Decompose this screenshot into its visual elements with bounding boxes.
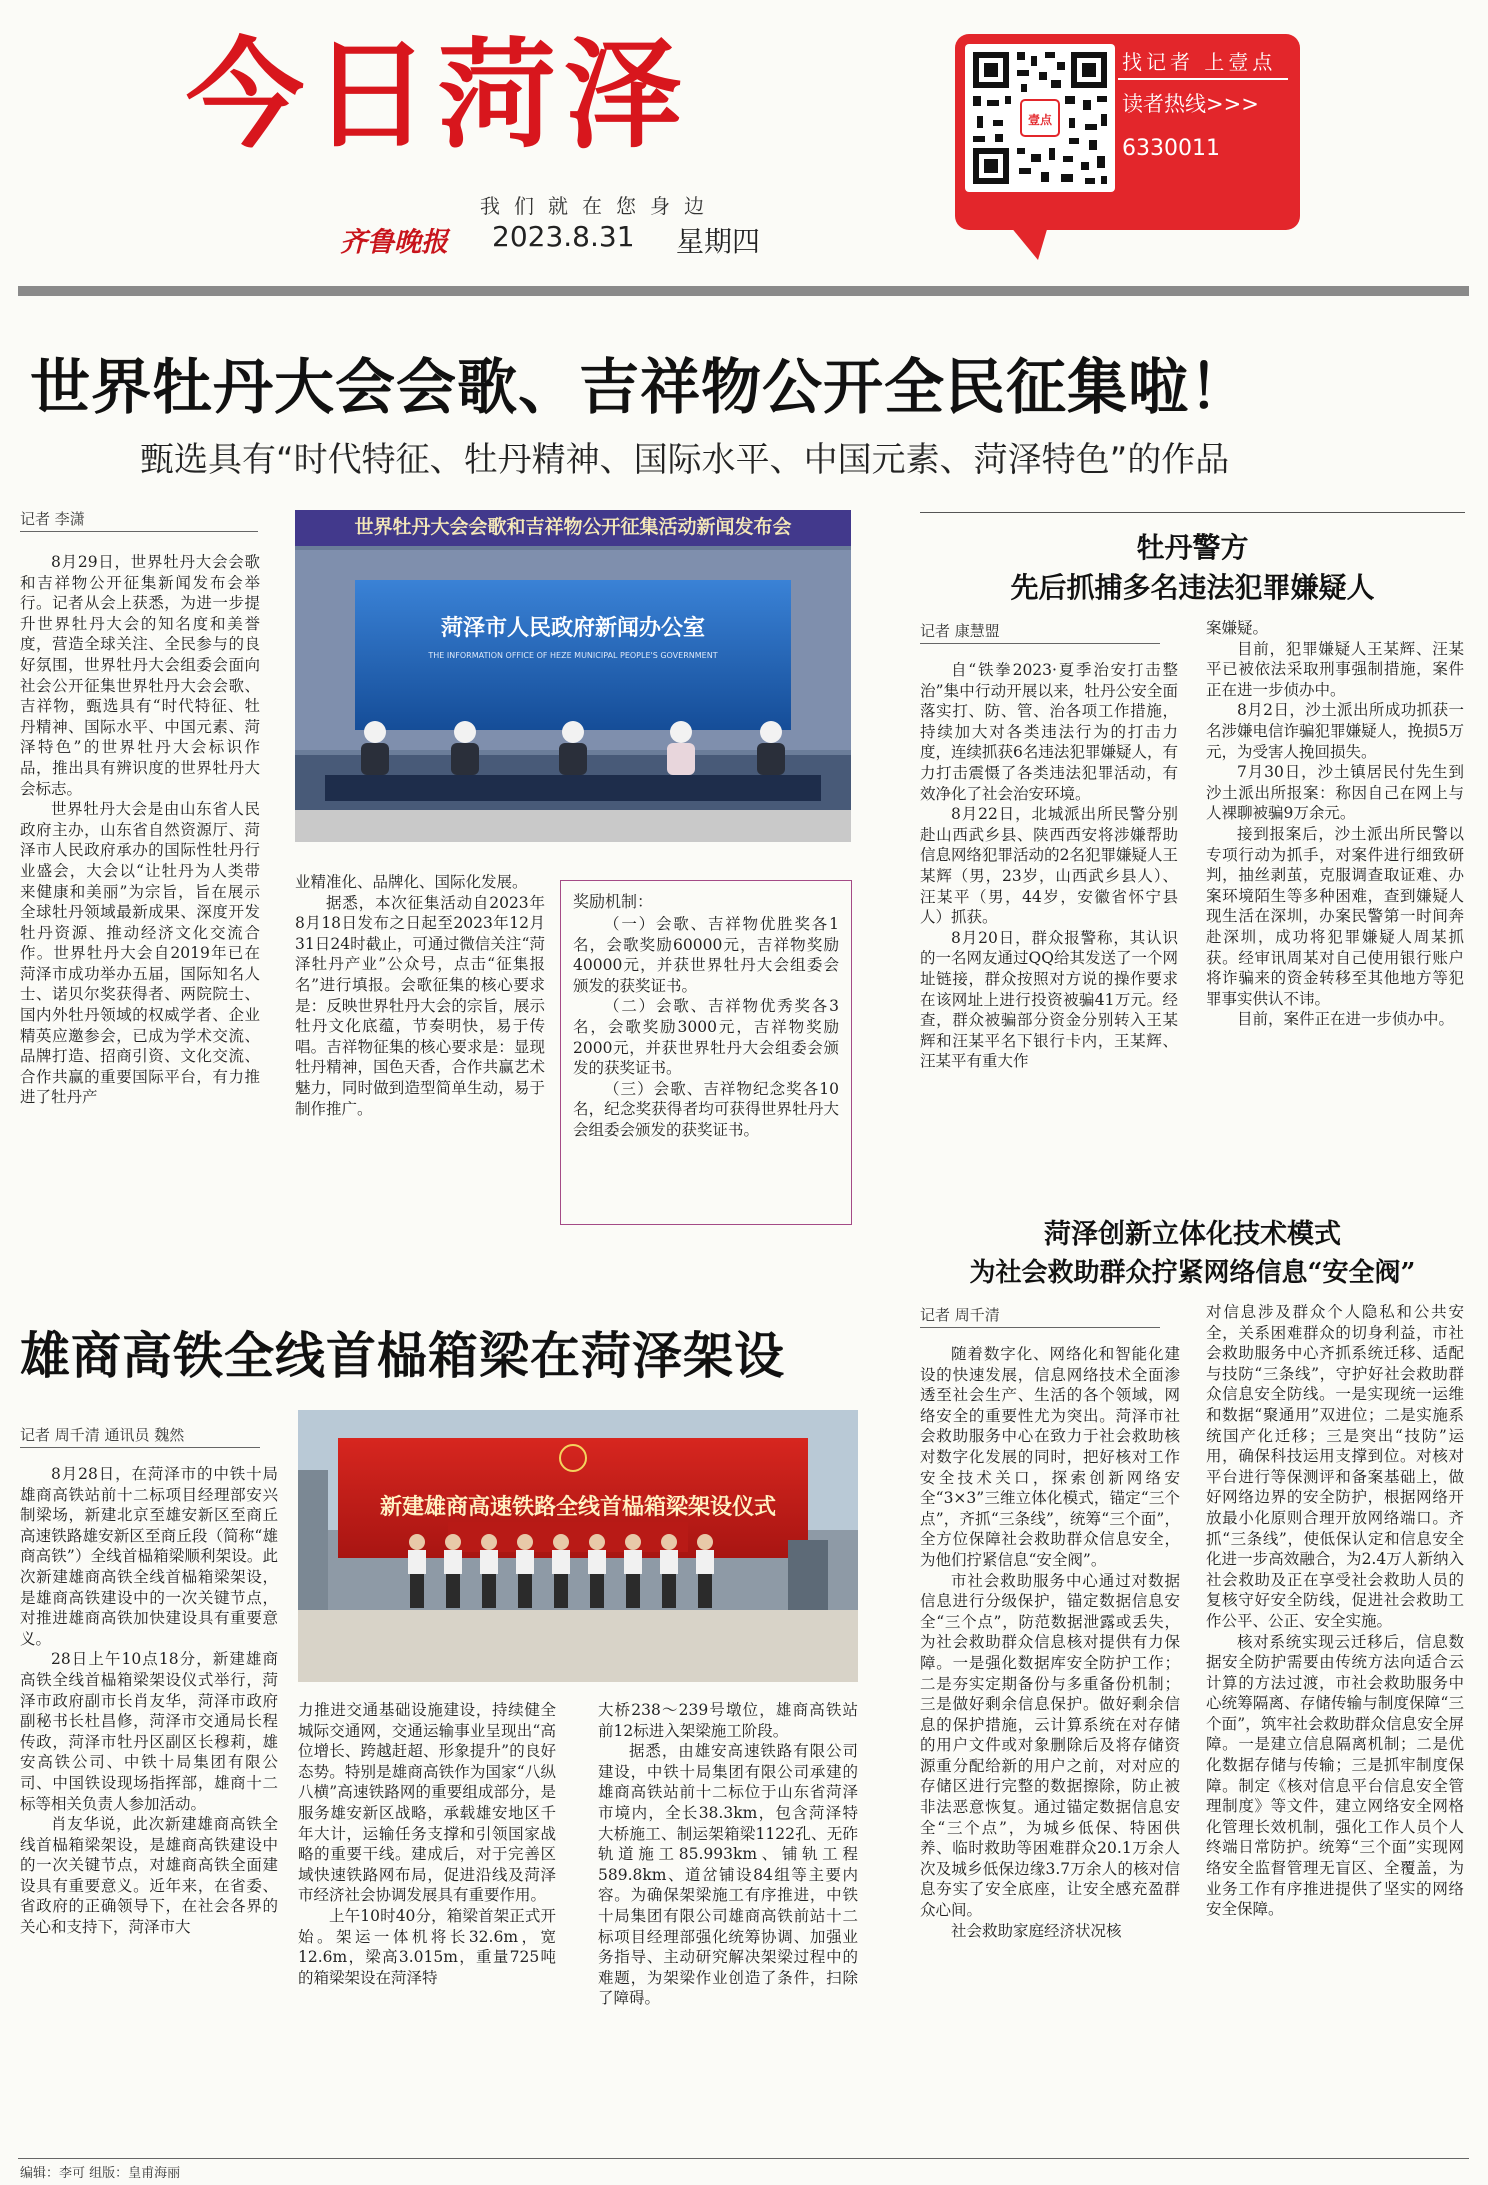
award-mechanism-box [560,880,852,1225]
paper-name-logo: 齐鲁晚报 [340,227,448,258]
lead-paragraph: 世界牡丹大会是由山东省人民政府主办，山东省自然资源厅、菏泽市人民政府承办的国际性牡丹行业盛会，大会以“让牡丹为人类带来健康和美丽”为宗旨，旨在展示全球牡丹领域最新成果、深度开发牡丹资源、推动经济文化交流合作。世界牡丹大会自2019年已在菏泽市成功举办五届，国际知名人士、诺贝尔奖获得者、两院院士、国内外牡丹领域的权威学者、企业精英应邀参会，已成为学术交流、品牌打造、招商引资、文化交流、合作共赢的重要国际平台，有力推进了牡丹产 [20,800,260,1107]
photo-banner: 世界牡丹大会会歌和吉祥物公开征集活动新闻发布会 [295,510,851,546]
footer-divider [18,2158,1469,2159]
police-top-rule [920,512,1465,513]
qr-badge: 壹点 [1027,113,1053,127]
rail-paragraph: 28日上午10点18分，新建雄商高铁全线首榀箱梁架设仪式举行，菏泽市政府副市长肖友华，菏泽市政府副秘书长杜昌修，菏泽市交通局长程传政，菏泽市牡丹区副区长穆莉，雄安高铁公司、中铁十局集团有限公司、中国铁设现场指挥部，雄商十二标等相关负责人参加活动。 [20,1650,278,1813]
rail-paragraph: 大桥238～239号墩位，雄商高铁站前12标进入架梁施工阶段。 [598,1701,858,1740]
promo-divider [1118,78,1288,80]
police-title-1: 牡丹警方 [1136,531,1249,564]
lead-paragraph: 业精准化、品牌化、国际化发展。 [295,873,528,891]
police-paragraph: 7月30日，沙土镇居民付先生到沙土派出所报案：称因自己在网上与人裸聊被骗9万余元。 [1206,763,1464,823]
network-paragraph: 核对系统实现云迁移后，信息数据安全防护需要由传统方法向适合云计算的方法过渡，市社会救助服务中心统筹隔离、存储传输与制度保障“三个面”，筑牢社会救助群众信息安全屏障。一是建立信息隔离机制；二是优化数据存储与传输；三是抓牢制度保障。制定《核对信息平台信息安全管理制度》等文件，建立网络安全网格化管理长效机制，强化工作人员个人终端日常防护。统筹“三个面”实现网络安全监督管理无盲区、全覆盖，为业务工作有序推进提供了坚实的网络安全保障。 [1206,1632,1464,1919]
police-paragraph: 接到报案后，沙土派出所民警以专项行动为抓手，对案件进行细致研判，抽丝剥茧，克服调查取证难、办案环境陌生等多种困难，查到嫌疑人现生活在深圳，办案民警第一时间奔赴深圳，成功将犯罪嫌疑人周某抓获。经审讯周某对自己使用银行账户将诈骗来的资金转移至其他地方等犯罪事实供认不讳。 [1206,824,1464,1008]
lead-subhead: 甄选具有“时代特征、牡丹精神、国际水平、中国元素、菏泽特色”的作品 [140,440,1230,480]
lead-byline: 记者 李潇 [20,508,258,532]
speech-bubble-tail [1010,226,1048,260]
lead-column-2 [295,872,545,1240]
rail-ceremony-photo [298,1410,858,1682]
lead-column-1 [20,552,260,1240]
qr-code-icon[interactable] [965,44,1115,192]
lead-paragraph: 8月29日，世界牡丹大会会歌和吉祥物公开征集新闻发布会举行。记者从会上获悉，为进一步提升世界牡丹大会的知名度和美誉度，营造全球关注、全民参与的良好氛围，世界牡丹大会组委会面向社会公开征集世界牡丹大会会歌、吉祥物，甄选具有“时代特征、牡丹精神、国际水平、中国元素、菏泽特色”的世界牡丹大会标识作品，推出具有辨识度的世界牡丹大会标志。 [20,553,260,798]
rail-photo-banner: 新建雄商高速铁路全线首榀箱梁架设仪式 [379,1494,776,1520]
press-conference-photo [295,510,851,842]
police-paragraph: 8月2日，沙土派出所成功抓获一名涉嫌电信诈骗犯罪嫌疑人，挽损5万元，为受害人挽回损失。 [1206,701,1464,761]
rail-column-2 [298,1700,556,2145]
photo-sign-cn: 菏泽市人民政府新闻办公室 [440,616,706,641]
rail-paragraph: 肖友华说，此次新建雄商高铁全线首榀箱梁架设，是雄商高铁建设中的一次关键节点，对雄商高铁全面建设具有重要意义。近年来，在省委、省政府的正确领导下，在社会各界的关心和支持下，菏泽市大 [20,1815,278,1937]
police-paragraph: 目前，案件正在进一步侦办中。 [1237,1010,1455,1029]
police-title-2: 先后抓捕多名违法犯罪嫌疑人 [1010,571,1375,604]
rail-paragraph: 上午10时40分，箱梁首架正式开始。架运一体机将长32.6m，宽12.6m，梁高3.015m，重量725吨的箱梁架设在菏泽特 [298,1906,556,1987]
police-column-2 [1206,618,1464,1215]
masthead-divider [18,286,1469,296]
rail-paragraph: 8月28日，在菏泽市的中铁十局雄商高铁站前十二标项目经理部安兴制梁场，新建北京至雄安新区至商丘高速铁路雄安新区至商丘段（简称“雄商高铁”）全线首榀箱梁顺利架设。此次新建雄商高铁全线首榀箱梁架设，是雄商高铁建设中的一次关键节点，对推进雄商高铁加快建设具有重要意义。 [20,1465,278,1648]
police-paragraph: 目前，犯罪嫌疑人王某辉、汪某平已被依法采取刑事强制措施，案件正在进一步侦办中。 [1206,639,1464,699]
police-byline: 记者 康慧盟 [920,620,1160,644]
rail-headline: 雄商高铁全线首榀箱梁在菏泽架设 [20,1326,785,1385]
masthead-slogan: 我们就在您身边 [480,194,718,218]
promo-hotline-number[interactable]: 6330011 [1122,136,1220,161]
police-paragraph: 8月20日，群众报警称，其认识的一名网友通过QQ给其发送了一个网址链接，群众按照对方说的操作要求在该网址上进行投资被骗41万元。经查，群众被骗部分资金分别转入王某辉和汪某平名下银行卡内，王某辉、汪某平有重大作 [920,928,1178,1071]
rail-column-3 [598,1700,858,2145]
police-paragraph: 8月22日，北城派出所民警分别赴山西武乡县、陕西西安将涉嫌帮助信息网络犯罪活动的2名犯罪嫌疑人王某辉（男，23岁，山西武乡县人）、汪某平（男，44岁，安徽省怀宁县人）抓获。 [920,805,1178,927]
photo-sign-en: THE INFORMATION OFFICE OF HEZE MUNICIPAL PEOPLE'S GOVERNMENT [428,651,718,660]
network-paragraph: 市社会救助服务中心通过对数据信息进行分级保护，锚定数据信息安全“三个点”，防范数据泄露或丢失，为社会救助群众信息核对提供有力保障。一是强化数据库安全防护工作；二是夯实定期备份与多重备份机制；三是做好剩余信息保护。做好剩余信息的保护措施，云计算系统在对存储的用户文件或对象删除后及将存储资源重分配给新的用户之前，对对应的存储区进行完整的数据擦除，防止被非法恶意恢复。通过锚定数据信息安全“三个点”，为城乡低保、特困供养、临时救助等困难群众20.1万余人次及城乡低保边缘3.7万余人的核对信息夯实了安全底座，让安全感充盈群众心间。 [920,1571,1180,1920]
masthead-title: 今日菏泽 [186,25,691,164]
lead-headline: 世界牡丹大会会歌、吉祥物公开全民征集啦！ [30,353,1250,423]
rail-byline: 记者 周千清 通讯员 魏然 [20,1424,260,1448]
police-column-1 [920,660,1178,1215]
award-item: （二）会歌、吉祥物优秀奖各3名，会歌奖励3000元，吉祥物奖励2000元，并获世界牡丹大会组委会颁发的获奖证书。 [573,997,839,1078]
lead-paragraph: 据悉，本次征集活动自2023年8月18日发布之日起至2023年12月31日24时截止，可通过微信关注“菏泽牡丹产业”公众号，点击“征集报名”进行填报。会歌征集的核心要求是：反映世界牡丹大会的宗旨，展示牡丹文化底蕴，节奏明快，易于传唱。吉祥物征集的核心要求是：显现牡丹精神，国色天香，合作共赢艺术魅力，同时做到造型简单生动，易于制作推广。 [295,893,545,1118]
issue-weekday: 星期四 [676,225,761,258]
rail-column-1 [20,1464,278,2149]
promo-hotline-label: 读者热线>>> [1122,92,1259,116]
rail-paragraph: 力推进交通基础设施建设，持续健全城际交通网，交通运输事业呈现出“高位增长、跨越赶超、形象提升”的良好态势。特别是雄商高铁作为国家“八纵八横”高速铁路网的重要组成部分，是服务雄安新区战略，承载雄安地区千年大计，运输任务支撑和引领国家战略的重要干线。建成后，对于完善区域快速铁路网布局，促进沿线及菏泽市经济社会协调发展具有重要作用。 [298,1701,556,1905]
award-title: 奖励机制： [573,892,654,911]
editor-credits: 编辑：李可 组版：皇甫海丽 [20,2166,181,2181]
promo-find-reporter: 找记者 上壹点 [1122,50,1277,74]
issue-date: 2023.8.31 [492,220,635,253]
award-item: （一）会歌、吉祥物优胜奖各1名，会歌奖励60000元，吉祥物奖励40000元，并获世界牡丹大会组委会颁发的获奖证书。 [573,915,839,995]
network-paragraph: 社会救助家庭经济状况核 [951,1921,1122,1940]
police-paragraph: 自“铁拳2023·夏季治安打击整治”集中行动开展以来，牡丹公安全面落实打、防、管、治各项工作措施，持续加大对各类违法行为的打击力度，连续抓获6名违法犯罪嫌疑人，有力打击震慑了各类违法犯罪活动，有效净化了社会治安环境。 [920,661,1178,803]
award-item: （三）会歌、吉祥物纪念奖各10名，纪念奖获得者均可获得世界牡丹大会组委会颁发的获奖证书。 [573,1079,839,1139]
network-title-2: 为社会救助群众拧紧网络信息“安全阀” [969,1258,1416,1288]
network-paragraph: 随着数字化、网络化和智能化建设的快速发展，信息网络技术全面渗透至社会生产、生活的各个领域，网络安全的重要性尤为突出。菏泽市社会救助服务中心在致力于社会救助核对数字化发展的同时，把好核对工作安全技术关口，探索创新网络安全“3×3”三维立体化模式，锚定“三个点”，齐抓“三条线”，统筹“三个面”，全方位保障社会救助群众信息安全，为他们拧紧信息“安全阀”。 [920,1345,1180,1569]
network-title-1: 菏泽创新立体化技术模式 [1044,1219,1341,1250]
rail-paragraph: 据悉，由雄安高速铁路有限公司建设，中铁十局集团有限公司承建的雄商高铁站前十二标位于山东省菏泽市境内，全长38.3km，包含菏泽特大桥施工、制运架箱梁1122孔、无砟轨道施工85.993km、铺轨工程589.8km、道岔铺设84组等主要内容。为确保架梁施工有序推进，中铁十局集团有限公司雄商高铁前站十二标项目经理部强化统筹协调、加强业务指导、主动研究解决架梁过程中的难题，为架梁作业创造了条件，扫除了障碍。 [598,1742,858,2008]
network-column-2 [1206,1302,1464,2149]
network-column-1 [920,1344,1180,2149]
police-paragraph: 案嫌疑。 [1206,619,1269,637]
network-byline: 记者 周千清 [920,1304,1160,1328]
network-paragraph: 对信息涉及群众个人隐私和公共安全，关系困难群众的切身利益，市社会救助服务中心齐抓系统迁移、适配与技防“三条线”，守护好社会救助群众信息安全防线。一是实现统一运维和数据“聚通用”双进位；二是实施系统国产化迁移；三是突出“技防”运用，确保科技运用支撑到位。对核对平台进行等保测评和备案基础上，做好网络边界的安全防护，根据网络开放最小化原则合理开放网络端口。齐抓“三条线”，使低保认定和信息安全化进一步高效融合，为2.4万人新纳入社会救助及正在享受社会救助人员的复核守好安全防线，促进社会救助工作公平、公正、安全实施。 [1206,1303,1464,1630]
